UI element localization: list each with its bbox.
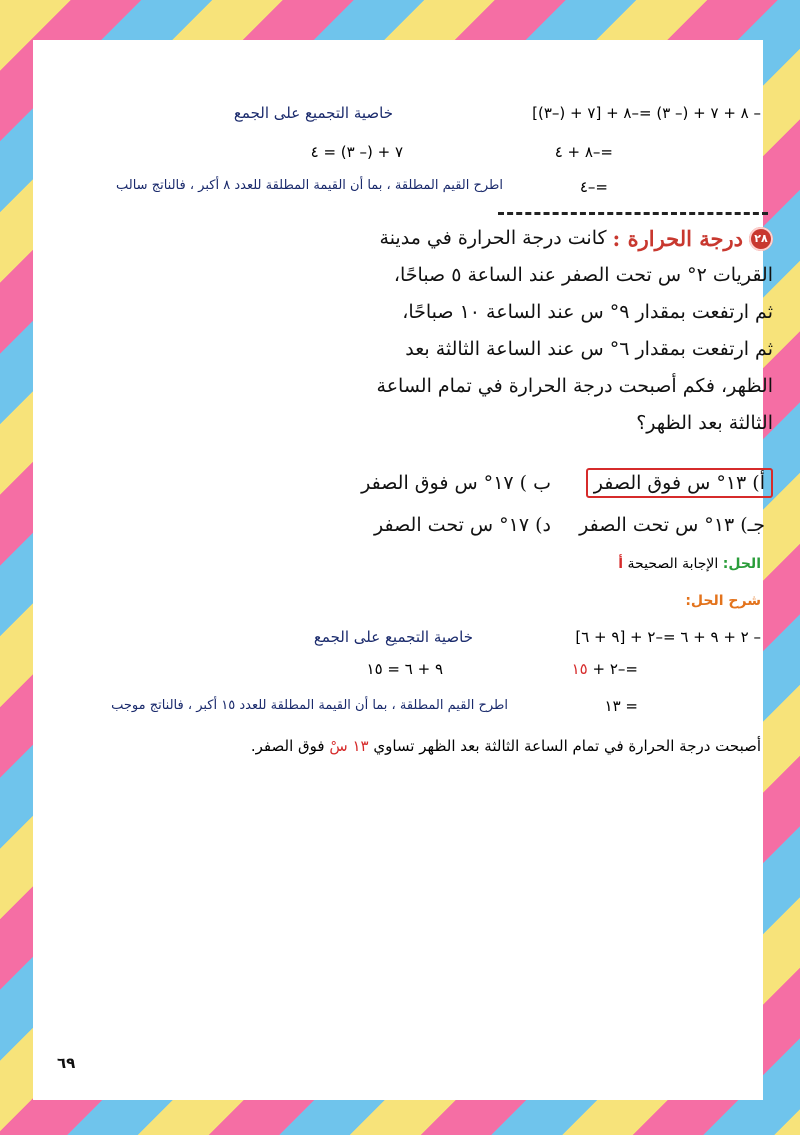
example1-row1-note: خاصية التجميع على الجمع [233, 104, 393, 122]
conclusion-suffix: فوق الصفر. [250, 737, 325, 755]
problem-line-4: ثم ارتفعت بمقدار ٦° س عند الساعة الثالثة بعد [405, 338, 773, 360]
choice-c: جـ) ١٣° س تحت الصفر [579, 514, 765, 536]
solution-line [618, 556, 761, 572]
choice-b: ب ) ١٧° س فوق الصفر [361, 472, 551, 494]
problem-line-1: كانت درجة الحرارة في مدينة [379, 227, 607, 249]
problem-title: درجة الحرارة : [612, 226, 743, 251]
choice-a-correct: أ) ١٣° س فوق الصفر [586, 468, 773, 498]
explanation-row3-note: اطرح القيم المطلقة ، بما أن القيمة المطلقة للعدد ١٥ أكبر ، فالناتج موجب [111, 698, 508, 713]
solution-label: الحل: [722, 556, 761, 572]
page-number: ٦٩ [57, 1054, 76, 1072]
choices-row-1 [318, 466, 773, 510]
example1-row2-math: =–٨ + ٤ [554, 143, 613, 161]
example1-row3-note: اطرح القيم المطلقة ، بما أن القيمة المطلقة للعدد ٨ أكبر ، فالناتج سالب [115, 178, 503, 193]
conclusion-line [251, 737, 761, 755]
explanation-row2-math [572, 660, 638, 678]
explanation-row3-math: = ١٣ [604, 697, 638, 715]
explanation-row2-prefix: =–٢ + [592, 660, 638, 678]
choices-block [318, 466, 773, 554]
choices-row-2 [318, 510, 773, 554]
problem-line-2: القريات ٢° س تحت الصفر عند الساعة ٥ صباحًا، [393, 264, 773, 286]
worksheet-page [33, 40, 773, 1100]
section-divider [498, 212, 768, 215]
problem-number-badge: ٢٨ [749, 227, 773, 251]
solution-answer: أ [618, 556, 624, 572]
problem-line-5: الظهر، فكم أصبحت درجة الحرارة في تمام الساعة [376, 375, 773, 397]
problem-block [318, 220, 773, 442]
problem-line-6: الثالثة بعد الظهر؟ [636, 412, 773, 434]
problem-header [318, 220, 773, 257]
explanation-row2-note: ٩ + ٦ = ١٥ [366, 660, 443, 678]
conclusion-value: ١٣ سْ [329, 737, 369, 755]
explanation-row1-math: – ٢ + ٩ + ٦ =–٢ + [٩ + ٦] [575, 628, 761, 646]
choice-d: د) ١٧° س تحت الصفر [373, 514, 551, 536]
solution-text: الإجابة الصحيحة [627, 556, 719, 572]
problem-line-3: ثم ارتفعت بمقدار ٩° س عند الساعة ١٠ صباحًا، [402, 301, 773, 323]
example1-row1-math: – ٨ + ٧ + (– ٣) =–٨ + [٧ + (–٣)] [532, 104, 761, 122]
explanation-row1-note: خاصية التجميع على الجمع [313, 628, 473, 646]
explanation-label: شرح الحل: [685, 593, 761, 609]
conclusion-prefix: أصبحت درجة الحرارة في تمام الساعة الثالثة بعد الظهر تساوي [373, 737, 761, 755]
explanation-row2-value: ١٥ [571, 660, 588, 678]
example1-row2-note: ٧ + (– ٣) = ٤ [310, 143, 403, 161]
example1-row3-math: =–٤ [579, 178, 608, 196]
